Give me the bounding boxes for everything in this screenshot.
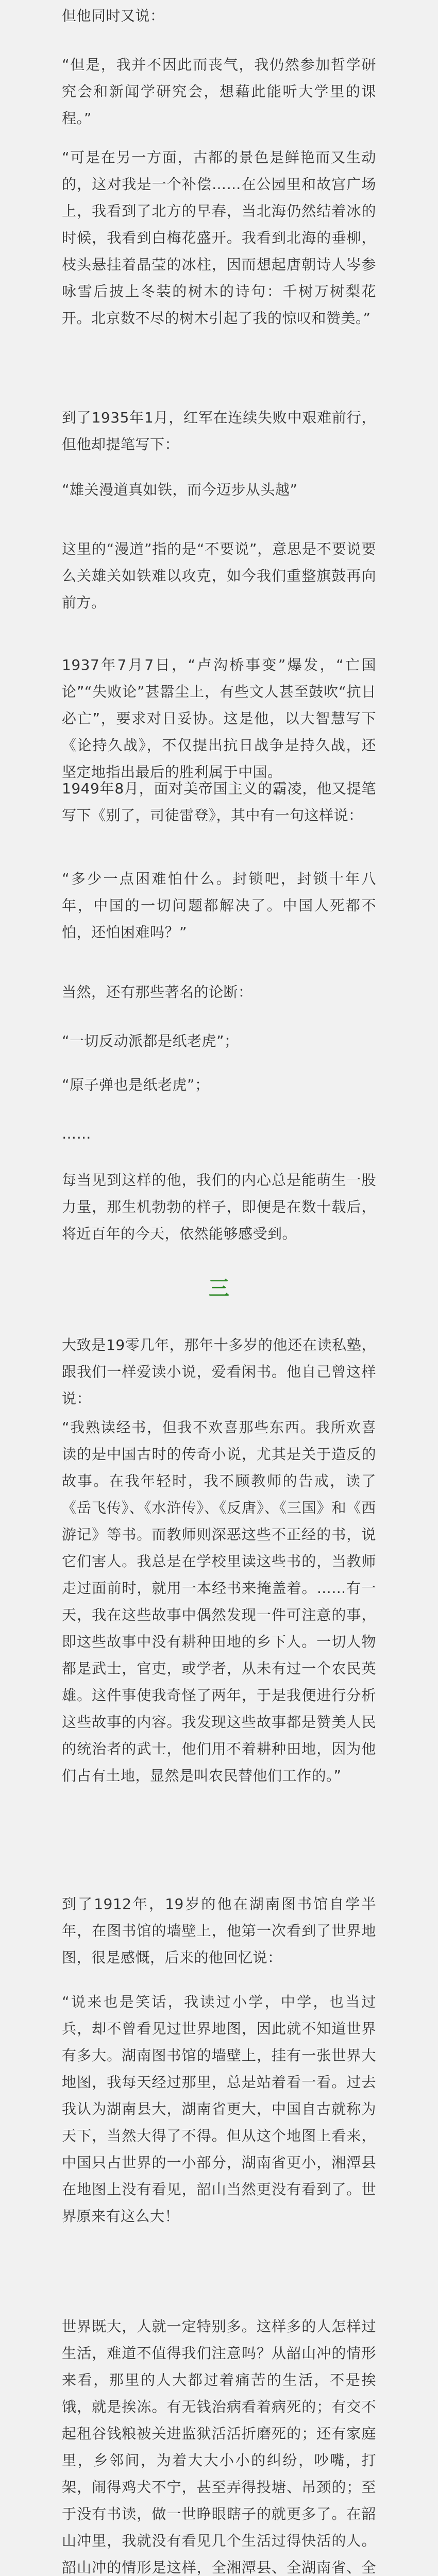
article-paragraph: 到了1935年1月，红军在连续失败中艰难前行，但他却提笔写下： [62,409,376,453]
article-paragraph: “我熟读经书，但我不欢喜那些东西。我所欢喜读的是中国古时的传奇小说，尤其是关于造反的故事。在我年轻时，我不顾教师的告戒，读了《岳飞传》、《水浒传》、《反唐》、《三国》和《西游记》等书。而教师则深恶这些不正经的书，说它们害人。我总是在学校里读这些书的，当教师走过面前时，就用一本经书来掩盖着。……有一天，我在这些故事中偶然发现一件可注意的事，即这些故事中没有耕种田地的乡下人。一切人物都是武士，官吏，或学者，从未有过一个农民英雄。这件事使我奇怪了两年，于是我便进行分析这些故事的内容。我发现这些故事都是赞美人民的统治者的武士，他们用不着耕种田地，因为他们占有土地，显然是叫农民替他们工作的。” [62,1419,376,1784]
article-paragraph: 但他同时又说： [62,7,165,24]
article-paragraph: 大致是19零几年，那年十多岁的他还在读私塾，跟我们一样爱读小说，爱看闲书。他自己曾这样说： [62,1336,376,1407]
article-paragraph: 每当见到这样的他，我们的内心总是能萌生一股力量，那生机勃勃的样子，即便是在数十载后，将近百年的今天，依然能够感受到。 [62,1172,376,1242]
article-paragraph: 世界既大，人就一定特别多。这样多的人怎样过生活，难道不值得我们注意吗？从韶山冲的情形来看，那里的人大都过着痛苦的生活，不是挨饿，就是挨冻。有无钱治病看着病死的；有交不起租谷钱粮被关进监狱活活折磨死的；还有家庭里，乡邻间，为着大大小小的纠纷，吵嘴，打架，闹得鸡犬不宁，甚至弄得投塘、吊颈的；至于没有书读，做一世睁眼瞎子的就更多了。在韶山冲里，我就没有看见几个生活过得快活的人。韶山冲的情形是这样，全湘潭县、全湖南省、全 [62,2318,376,2576]
article-paragraph: “但是，我并不因此而丧气，我仍然参加哲学研究会和新闻学研究会，想藉此能听大学里的课程。” [62,56,376,127]
article-paragraph: “原子弹也是纸老虎”； [62,1076,210,1093]
article-paragraph: 1937年7月7日，“卢沟桥事变”爆发，“亡国论”“失败论”甚嚣尘上，有些文人甚至鼓吹“抗日必亡”，要求对日妥协。这是他，以大智慧写下《论持久战》，不仅提出抗日战争是持久战，还坚定地指出最后的胜利属于中国。 [62,656,376,781]
article-paragraph: “可是在另一方面，古都的景色是鲜艳而又生动的，这对我是一个补偿……在公园里和故宫广场上，我看到了北方的早春，当北海仍然结着冰的时候，我看到白梅花盛开。我看到北海的垂柳，枝头悬挂着晶莹的冰柱，因而想起唐朝诗人岑参咏雪后披上冬装的树木的诗句：千树万树梨花开。北京数不尽的树木引起了我的惊叹和赞美。” [62,149,376,327]
article-paragraph: 当然，还有那些著名的论断： [62,984,253,1001]
article-paragraph: “多少一点困难怕什么。封锁吧，封锁十年八年，中国的一切问题都解决了。中国人死都不怕，还怕困难吗？” [62,870,376,941]
article-paragraph: “雄关漫道真如铁，而今迈步从头越” [62,481,298,498]
article-paragraph: “说来也是笑话，我读过小学，中学，也当过兵，却不曾看见过世界地图，因此就不知道世界有多大。湖南图书馆的墙壁上，挂有一张世界大地图，我每天经过那里，总是站着看一看。过去我认为湖南县大，湖南省更大，中国自古就称为天下，当然大得了不得。但从这个地图上看来，中国只占世界的一小部分，湖南省更小，湘潭县在地图上没有看见，韶山当然更没有看到了。世界原来有这么大！ [62,1993,376,2225]
article-paragraph: …… [62,1125,91,1142]
article-paragraph: 1949年8月，面对美帝国主义的霸凌，他又提笔写下《别了，司徒雷登》，其中有一句这样说： [62,780,376,824]
section-number: 三 [209,1277,229,1300]
article-paragraph: 到了1912年，19岁的他在湖南图书馆自学半年，在图书馆的墙壁上，他第一次看到了世界地图，很是感慨，后来的他回忆说： [62,1895,376,1966]
article-paragraph: “一切反动派都是纸老虎”； [62,1032,239,1049]
article-paragraph: 这里的“漫道”指的是“不要说”，意思是不要说要么关雄关如铁难以攻克，如今我们重整旗鼓再向前方。 [62,540,376,611]
